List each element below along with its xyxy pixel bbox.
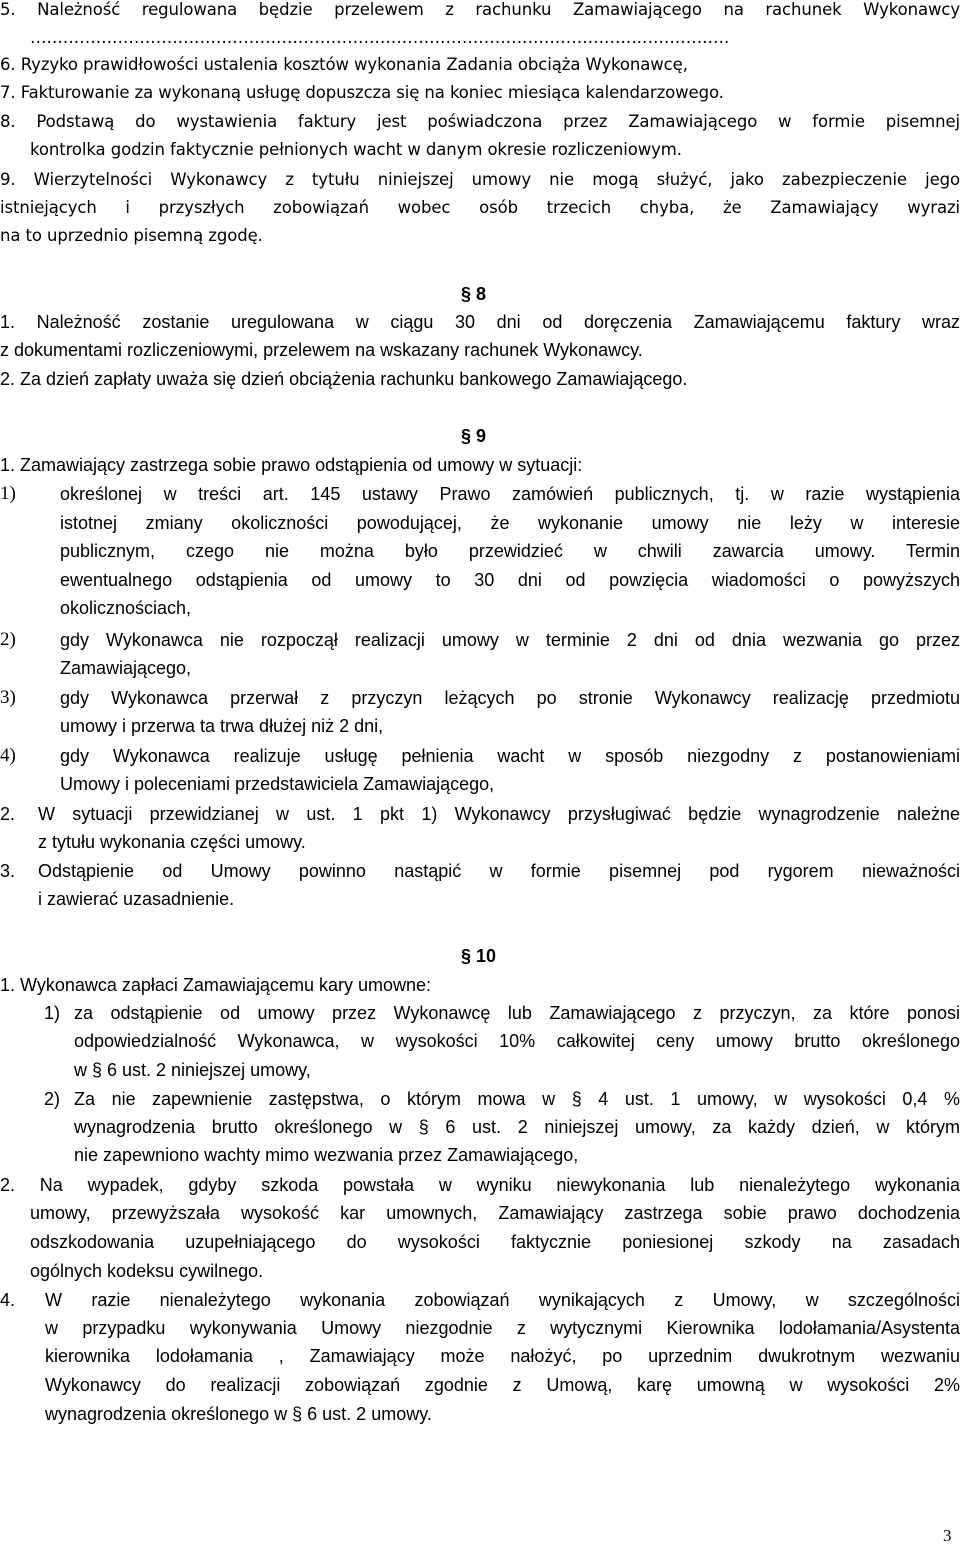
section-10-sub-2-line-2: wynagrodzenia brutto określonego w § 6 ust. 2 niniejszej umowy, za każdy dzień, w którym	[74, 1117, 960, 1137]
section-9-point-2-line-1: W sytuacji przewidzianej w ust. 1 pkt 1) Wykonawcy przysługiwać będzie wynagrodzenie należne	[38, 804, 960, 824]
section-10-point-2-line-4: ogólnych kodeksu cywilnego.	[30, 1261, 264, 1281]
section-10-point-2-line-3: odszkodowania uzupełniającego do wysokości faktycznie poniesionej szkody na zasadach	[30, 1232, 960, 1252]
section-10-point-1: 1. Wykonawca zapłaci Zamawiającemu kary umowne:	[0, 975, 432, 995]
section-10-sub-1-line-2: odpowiedzialność Wykonawca, w wysokości 10% całkowitej ceny umowy brutto określonego	[74, 1031, 960, 1051]
item-9-line-1: 9. Wierzytelności Wykonawcy z tytułu niniejszej umowy nie mogą służyć, jako zabezpieczenie jego	[0, 170, 960, 189]
section-10-point-2-line-2: umowy, przewyższała wysokość kar umownych, Zamawiający zastrzega sobie prawo dochodzenia	[30, 1203, 960, 1223]
section-10-point-4-line-3: kierownika lodołamania , Zamawiający może nałożyć, po uprzednim dwukrotnym wezwaniu	[45, 1346, 960, 1366]
section-10-point-2-line-1: 2. Na wypadek, gdyby szkoda powstała w wyniku niewykonania lub nienależytego wykonania	[0, 1175, 960, 1195]
section-9-sub-3-number: 3)	[0, 687, 16, 708]
section-10-sub-1-line-1: za odstąpienie od umowy przez Wykonawcę lub Zamawiającego z przyczyn, za które ponosi	[74, 1003, 960, 1023]
section-9-sub-2-number: 2)	[0, 629, 16, 650]
section-10-heading: § 10	[461, 946, 497, 966]
section-10-point-4-line-5: wynagrodzenia określonego w § 6 ust. 2 umowy.	[45, 1404, 432, 1424]
section-symbol: §	[461, 946, 472, 966]
section-8-point-1-line-2: z dokumentami rozliczeniowymi, przelewem na wskazany rachunek Wykonawcy.	[0, 340, 643, 360]
section-10-sub-2-line-3: nie zapewniono wachty mimo wezwania przez Zamawiającego,	[74, 1145, 579, 1165]
section-symbol: §	[461, 284, 472, 304]
section-9-sub-1-line-2: istotnej zmiany okoliczności powodującej, że wykonanie umowy nie leży w interesie	[60, 513, 960, 533]
section-9-sub-2-line-1: gdy Wykonawca nie rozpoczął realizacji umowy w terminie 2 dni od dnia wezwania go przez	[60, 630, 960, 650]
section-10-point-4-line-1: W razie nienależytego wykonania zobowiązań wynikających z Umowy, w szczególności	[45, 1290, 960, 1310]
item-9-line-3: na to uprzednio pisemną zgodę.	[0, 226, 263, 245]
section-8-point-1-line-1: 1. Należność zostanie uregulowana w ciągu 30 dni od doręczenia Zamawiającemu faktury wraz	[0, 312, 960, 332]
section-9-sub-1-line-4: ewentualnego odstąpienia od umowy to 30 dni od powzięcia wiadomości o powyższych	[60, 570, 960, 590]
section-9-sub-2-line-2: Zamawiającego,	[60, 658, 192, 678]
item-6: 6. Ryzyko prawidłowości ustalenia kosztów wykonania Zadania obciąża Wykonawcę,	[0, 55, 688, 74]
section-9-sub-1-line-3: publicznym, czego nie można było przewidzieć w chwili zawarcia umowy. Termin	[60, 541, 960, 561]
section-10-sub-1-line-3: w § 6 ust. 2 niniejszej umowy,	[74, 1060, 311, 1080]
section-9-sub-3-line-2: umowy i przerwa ta trwa dłużej niż 2 dni,	[60, 716, 384, 736]
section-10-point-4-number: 4.	[0, 1290, 16, 1310]
item-8-line-2: kontrolka godzin faktycznie pełnionych wacht w danym okresie rozliczeniowym.	[30, 140, 682, 159]
section-9-sub-4-line-1: gdy Wykonawca realizuje usługę pełnienia wacht w sposób niezgodny z postanowieniami	[60, 746, 960, 766]
item-5-line-2: ………………………………………………………………………………………………….…………….	[30, 28, 730, 47]
section-9-sub-4-line-2: Umowy i poleceniami przedstawiciela Zamawiającego,	[60, 774, 495, 794]
section-8-heading: § 8	[461, 284, 487, 304]
item-9-line-2: istniejących i przyszłych zobowiązań wobec osób trzecich chyba, że Zamawiający wyrazi	[0, 198, 960, 217]
section-9-point-3-line-2: i zawierać uzasadnienie.	[38, 889, 235, 909]
section-symbol: §	[461, 426, 472, 446]
section-9-sub-1-number: 1)	[0, 483, 16, 504]
section-10-sub-2-number: 2)	[44, 1089, 61, 1109]
item-7: 7. Fakturowanie za wykonaną usługę dopuszcza się na koniec miesiąca kalendarzowego.	[0, 83, 724, 102]
section-9-sub-3-line-1: gdy Wykonawca przerwał z przyczyn leżących po stronie Wykonawcy realizację przedmiotu	[60, 688, 960, 708]
section-10-point-4-line-4: Wykonawcy do realizacji zobowiązań zgodnie z Umową, karę umowną w wysokości 2%	[45, 1375, 960, 1395]
section-10-point-4-line-2: w przypadku wykonywania Umowy niezgodnie z wytycznymi Kierownika lodołamania/Asystenta	[45, 1318, 960, 1338]
section-9-sub-1-line-5: okolicznościach,	[60, 598, 192, 618]
item-5-line-1: 5. Należność regulowana będzie przelewem z rachunku Zamawiającego na rachunek Wykonawcy	[0, 0, 960, 19]
section-9-sub-1-line-1: określonej w treści art. 145 ustawy Prawo zamówień publicznych, tj. w razie wystąpienia	[60, 484, 960, 504]
section-9-point-2-line-2: z tytułu wykonania części umowy.	[38, 832, 306, 852]
page-number: 3	[943, 1526, 952, 1545]
section-9-point-3-line-1: Odstąpienie od Umowy powinno nastąpić w formie pisemnej pod rygorem nieważności	[38, 861, 960, 881]
section-9-point-3-number: 3.	[0, 861, 16, 881]
item-8-line-1: 8. Podstawą do wystawienia faktury jest poświadczona przez Zamawiającego w formie pisemnej	[0, 112, 960, 131]
section-10-sub-2-line-1: Za nie zapewnienie zastępstwa, o którym mowa w § 4 ust. 1 umowy, w wysokości 0,4 %	[74, 1089, 960, 1109]
section-9-point-1: 1. Zamawiający zastrzega sobie prawo odstąpienia od umowy w sytuacji:	[0, 455, 583, 475]
section-10-sub-1-number: 1)	[44, 1003, 61, 1023]
section-9-point-2-number: 2.	[0, 804, 16, 824]
section-8-point-2: 2. Za dzień zapłaty uważa się dzień obciążenia rachunku bankowego Zamawiającego.	[0, 369, 688, 389]
section-9-sub-4-number: 4)	[0, 745, 16, 766]
section-9-heading: § 9	[461, 426, 487, 446]
